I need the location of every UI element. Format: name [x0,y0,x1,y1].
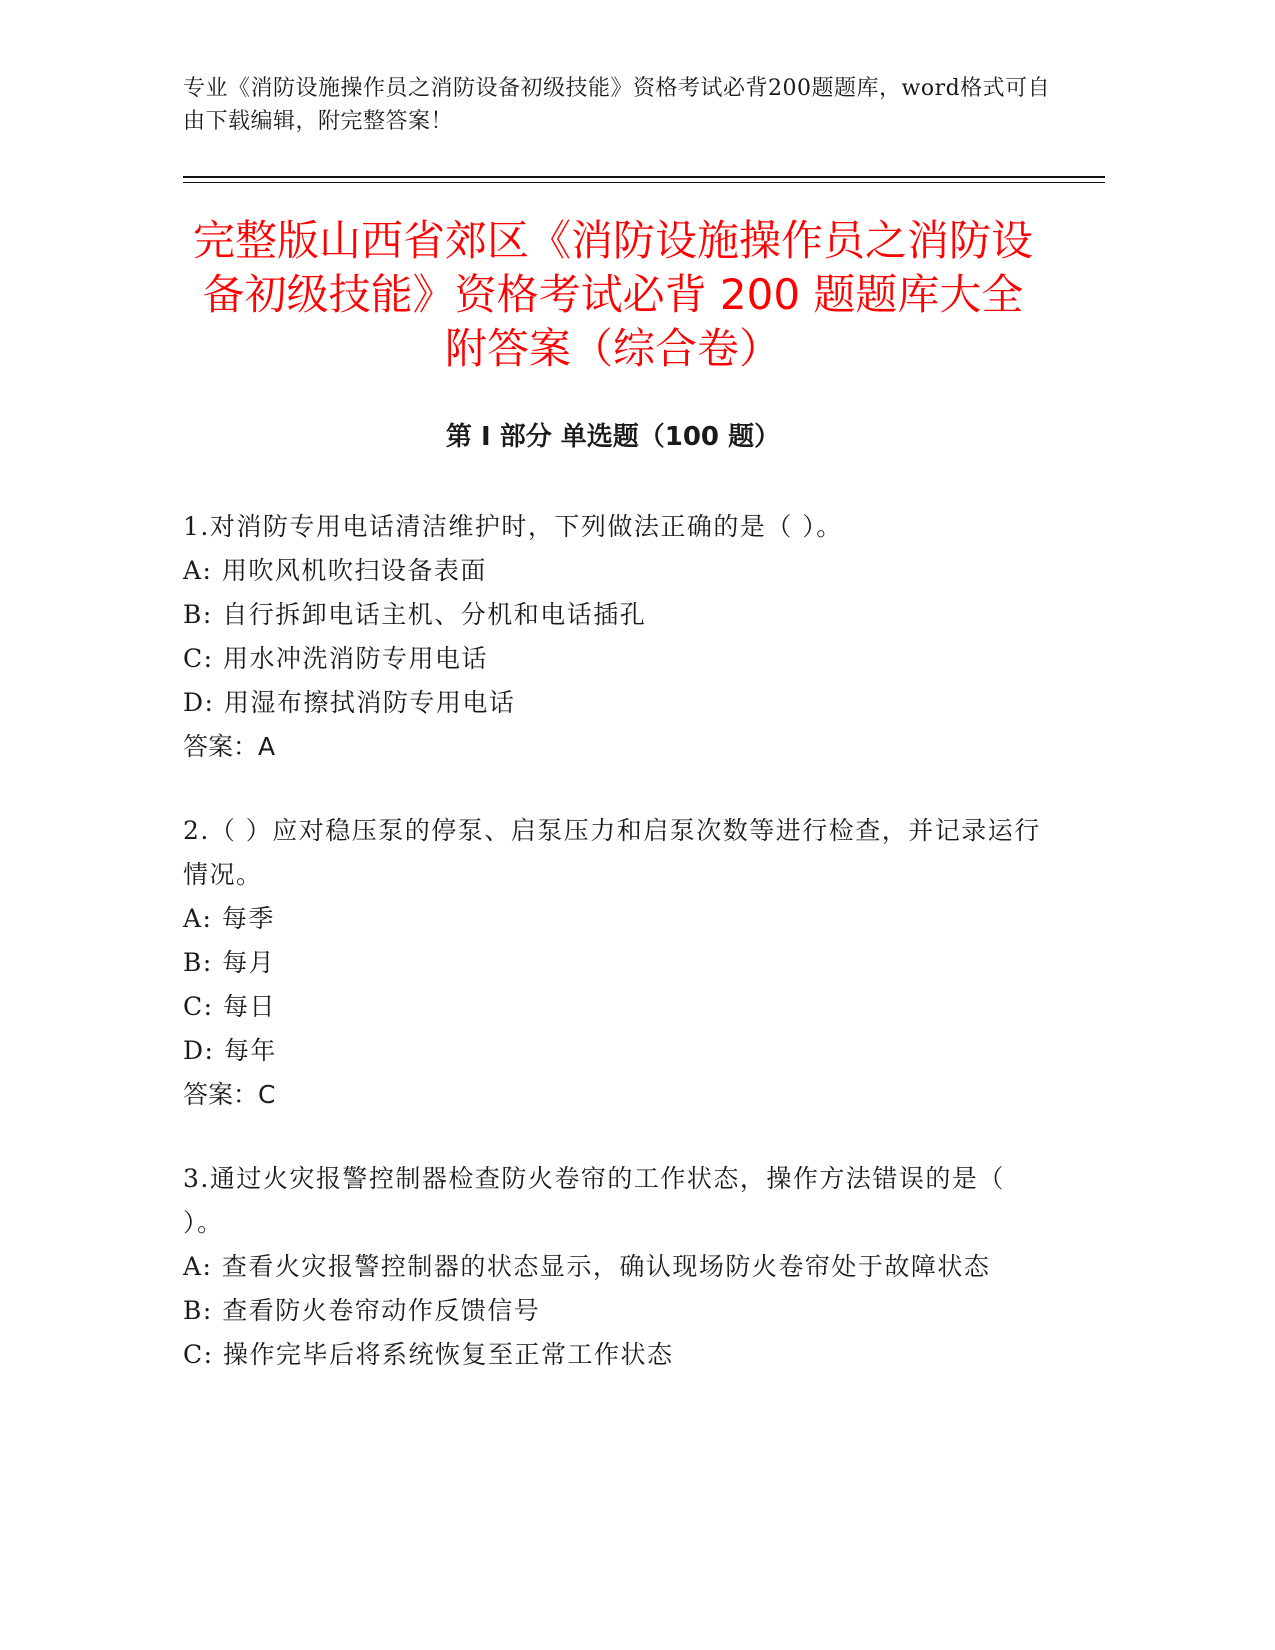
answer: 答案：A [183,732,276,761]
option-c: C: 用水冲洗消防专用电话 [183,644,488,673]
option-a: A: 查看火灾报警控制器的状态显示，确认现场防火卷帘处于故障状态 [183,1252,991,1281]
option-a: A: 每季 [183,904,275,933]
header-divider-thick [183,176,1105,178]
option-b: B: 每月 [183,948,276,977]
question-1 [183,505,1043,769]
question-stem: 2.（ ）应对稳压泵的停泵、启泵压力和启泵次数等进行检查，并记录运行情况。 [183,816,1041,889]
question-3 [183,1157,1043,1377]
question-stem: 1.对消防专用电话清洁维护时，下列做法正确的是（ ）。 [183,512,843,541]
option-c: C: 每日 [183,992,276,1021]
option-a: A: 用吹风机吹扫设备表面 [183,556,487,585]
section-heading: 第 I 部分 单选题（100 题） [445,422,781,452]
question-list [183,505,1043,1417]
question-stem: 3.通过火灾报警控制器检查防火卷帘的工作状态，操作方法错误的是（ ）。 [183,1164,1005,1237]
option-d: D: 用湿布擦拭消防专用电话 [183,688,516,717]
answer: 答案：C [183,1080,276,1109]
document-title: 完整版山西省郊区《消防设施操作员之消防设备初级技能》资格考试必背 200 题题库大全附答案（综合卷） [192,216,1033,373]
option-d: D: 每年 [183,1036,277,1065]
header-note: 专业《消防设施操作员之消防设备初级技能》资格考试必背200题题库，word格式可自由下载编辑，附完整答案！ [183,76,1051,134]
option-c: C: 操作完毕后将系统恢复至正常工作状态 [183,1340,674,1369]
option-b: B: 自行拆卸电话主机、分机和电话插孔 [183,600,647,629]
question-2 [183,809,1043,1117]
option-b: B: 查看防火卷帘动作反馈信号 [183,1296,541,1325]
header-divider-thin [183,182,1105,183]
